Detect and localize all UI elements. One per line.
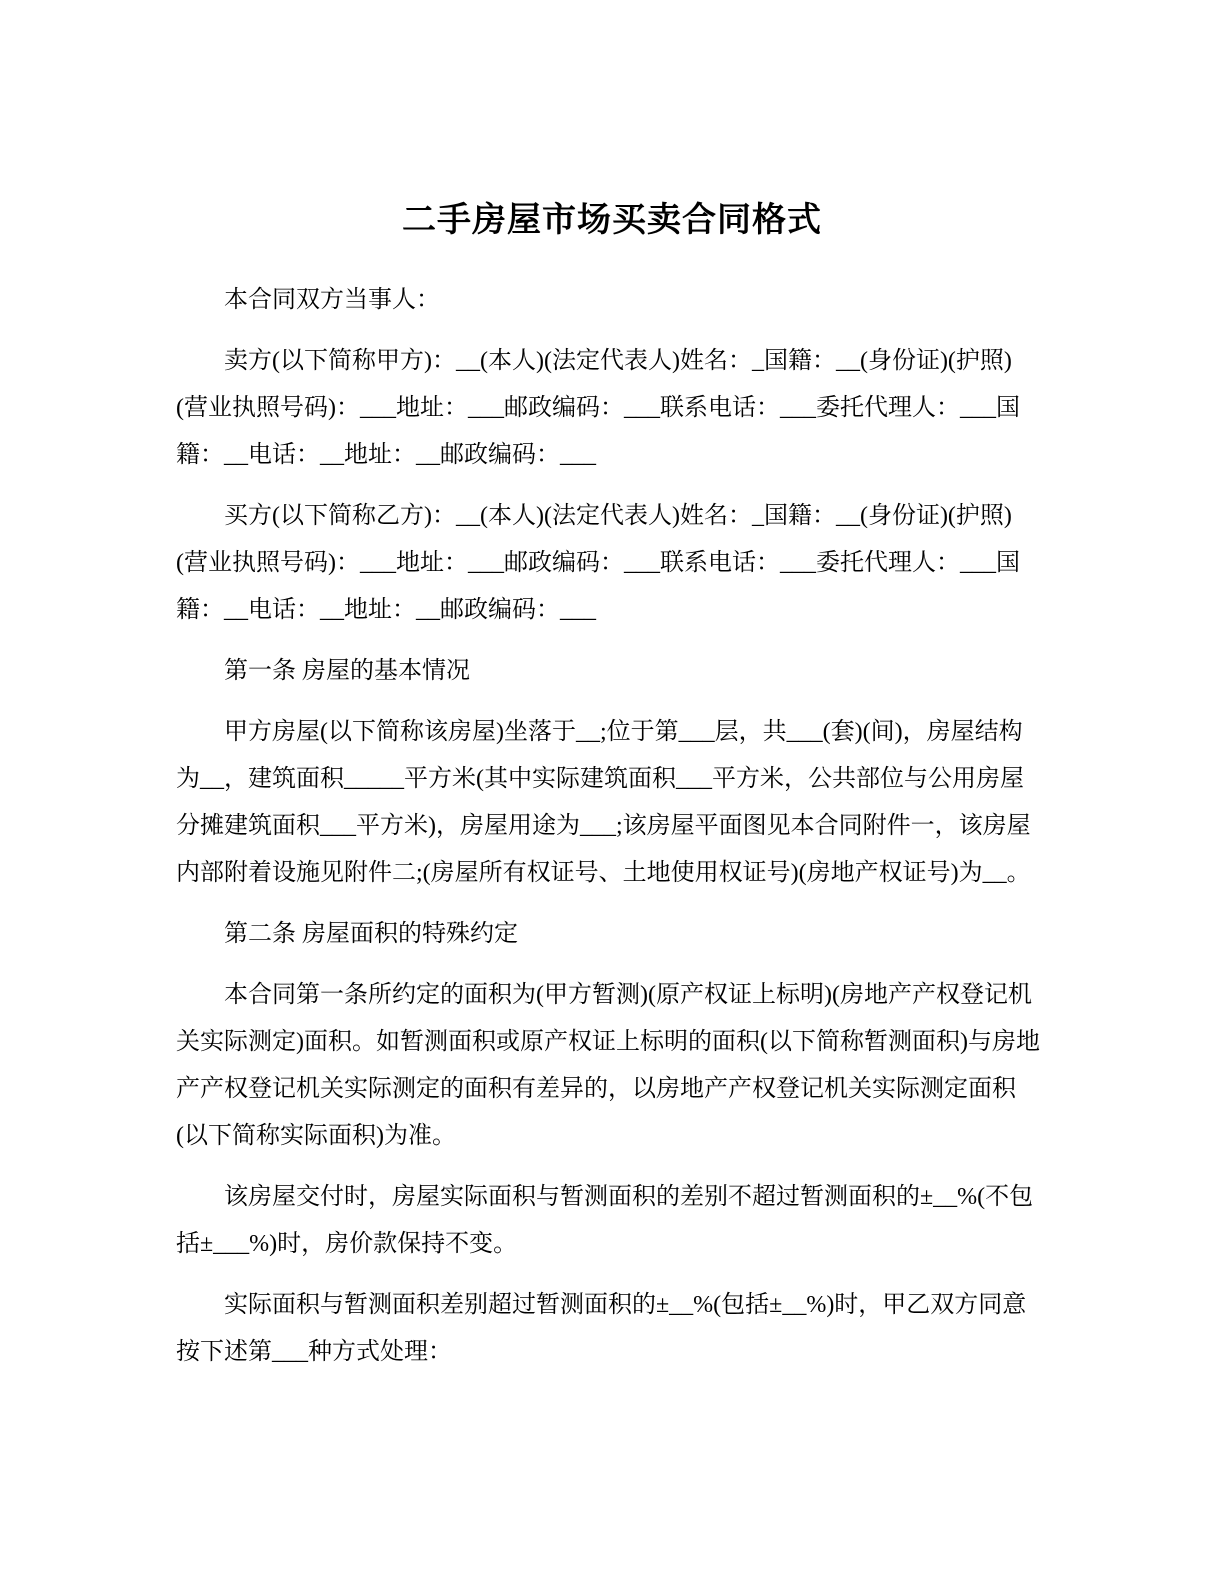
text-line: 分摊建筑面积___平方米)，房屋用途为___;该房屋平面图见本合同附件一，该房屋 (176, 813, 1031, 839)
text-line: 为__，建筑面积_____平方米(其中实际建筑面积___平方米，公共部位与公用房屋 (176, 766, 1024, 792)
paragraph (176, 277, 1048, 324)
paragraph (176, 1174, 1048, 1268)
text-line: 籍：__电话：__地址：__邮政编码：___ (176, 442, 596, 468)
paragraph (176, 911, 1048, 958)
text-line: 产产权登记机关实际测定的面积有差异的，以房地产产权登记机关实际测定面积 (176, 1076, 1016, 1102)
text-line: 该房屋交付时，房屋实际面积与暂测面积的差别不超过暂测面积的±__%(不包 (176, 1184, 1034, 1210)
paragraph (176, 972, 1048, 1160)
text-line: 关实际测定)面积。如暂测面积或原产权证上标明的面积(以下简称暂测面积)与房地 (176, 1029, 1040, 1055)
paragraph (176, 338, 1048, 479)
paragraph (176, 709, 1048, 897)
paragraph (176, 493, 1048, 634)
text-line: 括±___%)时，房价款保持不变。 (176, 1231, 518, 1257)
document-body (176, 277, 1048, 1376)
text-line: 第二条 房屋面积的特殊约定 (176, 921, 518, 947)
text-line: (以下简称实际面积)为准。 (176, 1123, 456, 1149)
text-line: 卖方(以下简称甲方)：__(本人)(法定代表人)姓名：_国籍：__(身份证)(护照) (176, 348, 1012, 374)
document-title: 二手房屋市场买卖合同格式 (402, 202, 822, 239)
text-line: (营业执照号码)：___地址：___邮政编码：___联系电话：___委托代理人：___国 (176, 395, 1020, 421)
text-line: 籍：__电话：__地址：__邮政编码：___ (176, 597, 596, 623)
text-line: 按下述第___种方式处理： (176, 1339, 452, 1365)
text-line: 实际面积与暂测面积差别超过暂测面积的±__%(包括±__%)时，甲乙双方同意 (176, 1292, 1027, 1318)
paragraph (176, 1282, 1048, 1376)
text-line: 甲方房屋(以下简称该房屋)坐落于__;位于第___层，共___(套)(间)，房屋结构 (176, 719, 1023, 745)
text-line: (营业执照号码)：___地址：___邮政编码：___联系电话：___委托代理人：___国 (176, 550, 1020, 576)
text-line: 买方(以下简称乙方)：__(本人)(法定代表人)姓名：_国籍：__(身份证)(护照) (176, 503, 1012, 529)
text-line: 本合同第一条所约定的面积为(甲方暂测)(原产权证上标明)(房地产产权登记机 (176, 982, 1032, 1008)
paragraph (176, 648, 1048, 695)
text-line: 本合同双方当事人： (176, 287, 440, 313)
text-line: 第一条 房屋的基本情况 (176, 658, 470, 684)
text-line: 内部附着设施见附件二;(房屋所有权证号、土地使用权证号)(房地产权证号)为__。 (176, 860, 1031, 886)
